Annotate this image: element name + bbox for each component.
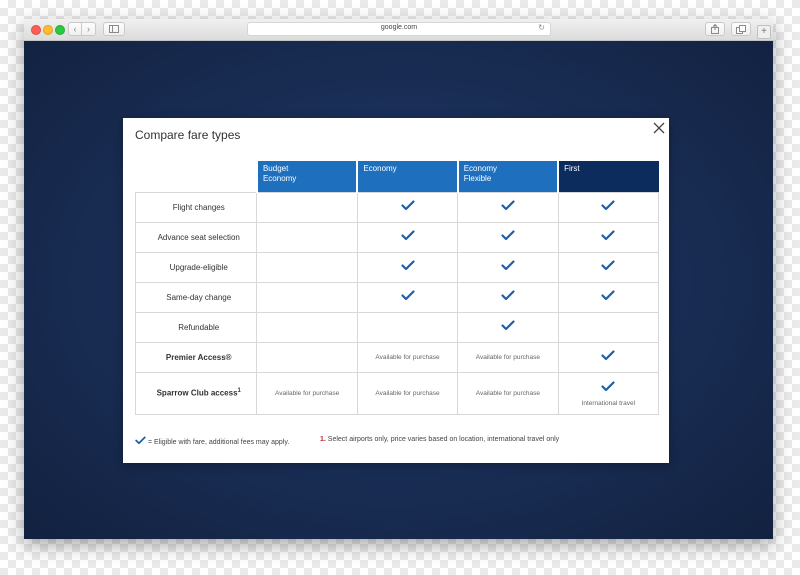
fare-cell	[458, 192, 558, 222]
fare-cell	[458, 222, 558, 252]
fare-comparison-table	[135, 161, 659, 415]
col-budget-economy	[257, 161, 357, 192]
sidebar-toggle-button[interactable]	[103, 22, 125, 36]
row-label	[136, 192, 257, 222]
cell-text: Available for purchase	[275, 389, 340, 397]
col-line1: First	[564, 164, 580, 173]
row-label	[136, 372, 257, 414]
check-icon	[135, 436, 146, 445]
fare-cell	[257, 192, 357, 222]
reload-icon[interactable]: ↻	[538, 23, 545, 32]
row-label-text: Same-day change	[166, 292, 232, 302]
fare-cell	[458, 372, 558, 414]
check-icon	[401, 200, 415, 211]
fare-cell	[458, 282, 558, 312]
fare-cell	[558, 192, 658, 222]
col-line1: Budget	[262, 164, 289, 173]
fare-cell	[357, 342, 457, 372]
check-icon	[401, 230, 415, 241]
chevron-left-icon: ‹	[73, 24, 77, 34]
row-label	[136, 282, 257, 312]
fare-cell	[357, 282, 457, 312]
modal-title: Compare fare types	[135, 128, 241, 142]
fare-cell	[458, 342, 558, 372]
tab-overview-button[interactable]	[731, 22, 751, 36]
fare-cell	[257, 282, 357, 312]
col-economy	[357, 161, 457, 192]
table-row	[136, 282, 659, 312]
footnote-check-text: = Eligible with fare, additional fees may apply.	[147, 439, 290, 446]
check-icon	[501, 290, 515, 301]
fare-cell	[558, 342, 658, 372]
sidebar-icon	[109, 25, 119, 33]
close-icon[interactable]	[653, 122, 665, 134]
address-bar[interactable]	[247, 22, 551, 36]
chevron-right-icon: ›	[87, 24, 90, 34]
share-icon	[711, 24, 719, 34]
row-label-text: Premier Access®	[165, 352, 232, 362]
check-icon	[501, 260, 515, 271]
table-row	[136, 312, 659, 342]
cell-text: Available for purchase	[475, 389, 540, 397]
check-icon	[601, 350, 615, 361]
row-label-text: Refundable	[178, 322, 220, 332]
check-icon	[501, 230, 515, 241]
fare-cell	[458, 312, 558, 342]
row-label	[136, 342, 257, 372]
fare-cell	[257, 312, 357, 342]
share-button[interactable]	[705, 22, 725, 36]
check-icon	[601, 260, 615, 271]
table-row	[136, 372, 659, 414]
table-row	[136, 252, 659, 282]
fare-cell	[257, 342, 357, 372]
fare-cell	[357, 372, 457, 414]
check-icon	[501, 320, 515, 331]
check-icon	[601, 230, 615, 241]
corner-cell	[136, 161, 257, 192]
cell-text: Available for purchase	[475, 353, 540, 361]
row-label-text: Advance seat selection	[157, 232, 240, 242]
tabs-icon	[736, 25, 746, 34]
fare-cell	[357, 192, 457, 222]
footnote-text: Select airports only, price varies based on location, international travel only	[327, 436, 560, 443]
minimize-window-button[interactable]	[43, 25, 53, 35]
fare-cell	[357, 252, 457, 282]
page-backdrop	[24, 41, 773, 539]
row-label	[136, 312, 257, 342]
cell-text: Available for purchase	[375, 353, 440, 361]
close-window-button[interactable]	[31, 25, 41, 35]
row-label	[136, 222, 257, 252]
fare-cell	[458, 252, 558, 282]
browser-titlebar	[24, 19, 773, 41]
fare-cell	[558, 222, 658, 252]
table-row	[136, 192, 659, 222]
cell-note: International travel	[581, 400, 636, 407]
check-icon	[601, 290, 615, 301]
header-row	[136, 161, 659, 192]
back-button[interactable]	[68, 22, 82, 36]
fare-cell	[257, 252, 357, 282]
check-icon	[601, 381, 615, 392]
fare-cell	[558, 372, 658, 414]
footnote-check-legend	[135, 436, 289, 446]
col-line2: Flexible	[463, 173, 492, 183]
row-label-text: Flight changes	[172, 202, 225, 212]
check-icon	[401, 260, 415, 271]
row-label-text: Sparrow Club access	[156, 388, 238, 398]
col-line1: Economy	[363, 164, 397, 173]
fare-cell	[257, 372, 357, 414]
footnote-airports	[320, 436, 559, 443]
cell-text: Available for purchase	[375, 389, 440, 397]
table-row	[136, 342, 659, 372]
forward-button[interactable]	[82, 22, 96, 36]
fare-cell	[558, 312, 658, 342]
row-label-text: Upgrade-eligible	[169, 262, 228, 272]
fare-cell	[357, 312, 457, 342]
fare-cell	[558, 252, 658, 282]
col-economy-flexible	[458, 161, 558, 192]
row-label	[136, 252, 257, 282]
fare-cell	[357, 222, 457, 252]
col-line1: Economy	[463, 164, 498, 173]
table-row	[136, 222, 659, 252]
col-first	[558, 161, 658, 192]
plus-icon: +	[761, 26, 767, 37]
url-text: google.com	[380, 24, 418, 31]
compare-fares-modal	[123, 118, 669, 463]
zoom-window-button[interactable]	[55, 25, 65, 35]
browser-window	[24, 19, 773, 539]
check-icon	[601, 200, 615, 211]
fare-table-body	[136, 192, 659, 414]
col-line2: Economy	[262, 173, 297, 183]
check-icon	[501, 200, 515, 211]
check-icon	[401, 290, 415, 301]
fare-cell	[558, 282, 658, 312]
row-label-footnote-marker: 1	[237, 388, 241, 395]
new-tab-button[interactable]	[757, 25, 771, 39]
fare-cell	[257, 222, 357, 252]
footnote-number: 1.	[320, 436, 326, 443]
